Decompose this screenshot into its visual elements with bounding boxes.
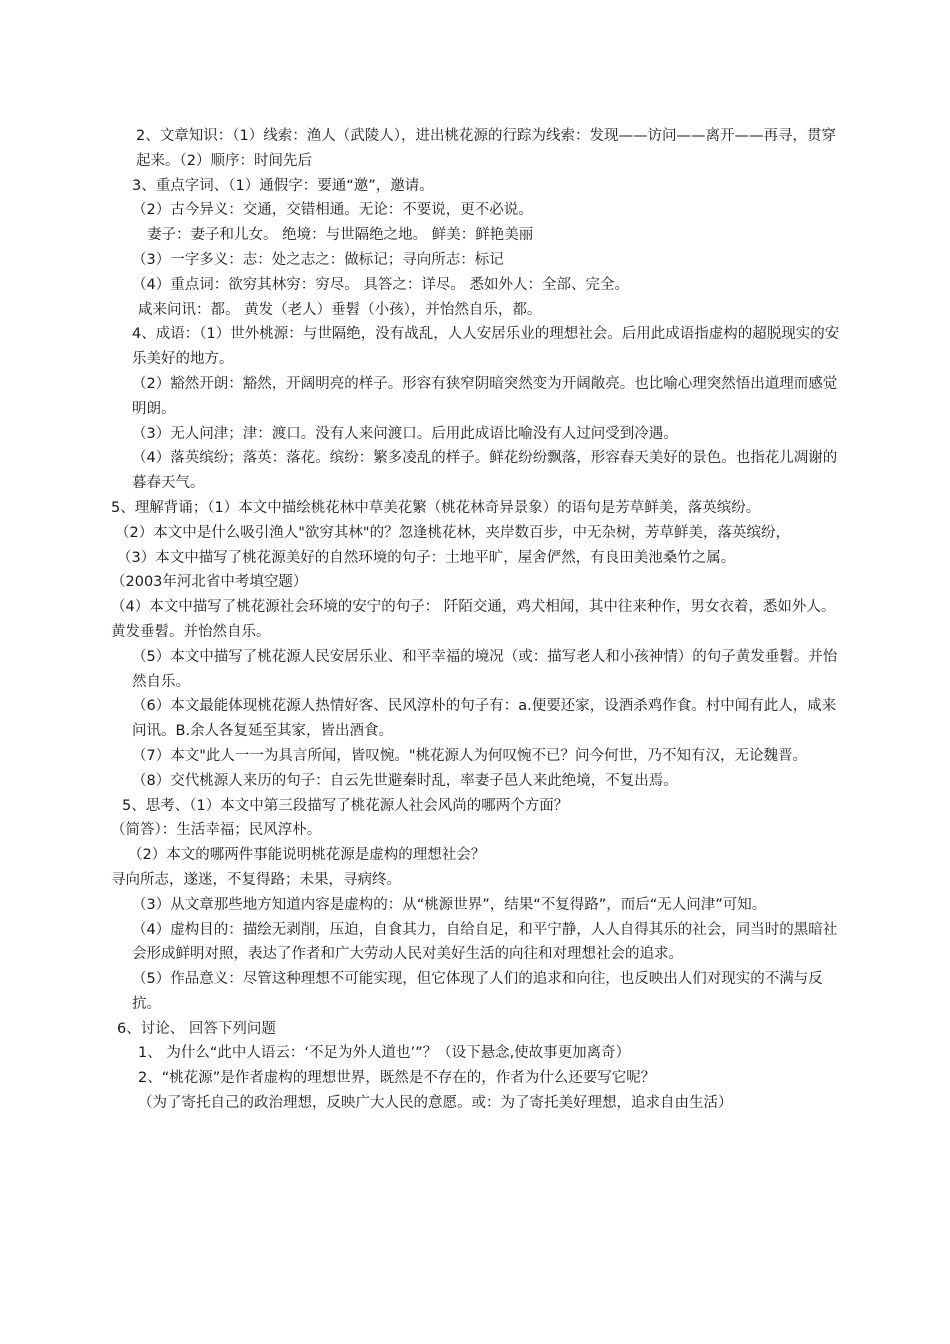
para-key-words: 3、重点字词、（1）通假字：要通“邀”，邀请。 xyxy=(132,177,434,194)
para-recite-4: （4）本文中描写了桃花源社会环境的安宁的句子： 阡陌交通，鸡犬相闻，其中往来种作，男女衣着，悉如外人。黄发垂髫。并怡然自乐。 xyxy=(111,599,836,640)
para-polysemy: （3）一字多义：志：处之志之：做标记；寻向所志：标记 xyxy=(132,251,504,268)
para-recite-5: （5）本文中描写了桃花源人民安居乐业、和平幸福的境况（或：描写老人和小孩神情）的句子黄发垂髫。并怡然自乐。 xyxy=(132,648,838,690)
para-think-3: （3）从文章那些地方知道内容是虚构的：从“桃源世界”，结果“不复得路”，而后“无人问津”可知。 xyxy=(132,896,767,913)
para-recite-7: （7）本文"此人一一为具言所闻，皆叹惋。"桃花源人为何叹惋不已？问今何世，乃不知有汉，无论魏晋。 xyxy=(132,747,808,764)
para-think-1-answer: （简答）：生活幸福；民风淳朴。 xyxy=(111,822,322,839)
para-idiom-shiwaitaoyuan: 4、成语：（1）世外桃源：与世隔绝，没有战乱，人人安居乐业的理想社会。后用此成语指虚构的超脱现实的安乐美好的地方。 xyxy=(132,326,840,368)
para-recite-8: （8）交代桃源人来历的句子：自云先世避秦时乱，率妻子邑人来此绝境，不复出焉。 xyxy=(132,772,678,789)
para-word-meanings: 妻子：妻子和儿女。 绝境：与世隔绝之地。 鲜美：鲜艳美丽 xyxy=(147,227,534,244)
para-discuss-2-answer: （为了寄托自己的政治理想，反映广大人民的意愿。或：为了寄托美好理想，追求自由生活） xyxy=(138,1095,733,1112)
para-recite-2: （2）本文中是什么吸引渔人"欲穷其林"的？忽逢桃花林，夹岸数百步，中无杂树，芳草鲜美，落英缤纷， xyxy=(115,524,791,541)
para-idiom-wurenwenjin: （3）无人问津；津：渡口。没有人来问渡口。后用此成语比喻没有人过问受到冷遇。 xyxy=(132,425,678,442)
para-recite-6: （6）本文最能体现桃花源人热情好客、民风淳朴的句子有：a.便要还家，设酒杀鸡作食。村中闻有此人，咸来问讯。B.余人各复延至其家，皆出酒食。 xyxy=(132,698,837,740)
para-idiom-luoying: （4）落英缤纷；落英：落花。缤纷：繁多凌乱的样子。鲜花纷纷飘落，形容春天美好的景色。也指花儿凋谢的暮春天气。 xyxy=(132,450,838,492)
para-think-2: （2）本文的哪两件事能说明桃花源是虚构的理想社会？ xyxy=(128,847,486,864)
para-key-terms: （4）重点词：欲穷其林穷：穷尽。 具答之：详尽。 悉如外人：全部、完全。 xyxy=(132,276,629,293)
para-idiom-huoran: （2）豁然开朗：豁然，开阔明亮的样子。形容有狭窄阴暗突然变为开阔敞亮。也比喻心理突然悟出道理而感觉明朗。 xyxy=(132,375,838,417)
para-think-4: （4）虚构目的：描绘无剥削，压迫，自食其力，自给自足，和平宁静，人人自得其乐的社会，同当时的黑暗社会形成鲜明对照，表达了作者和广大劳动人民对美好生活的向往和对理想社会的追求。 xyxy=(132,921,838,963)
para-discuss-heading: 6、讨论、 回答下列问题 xyxy=(117,1020,276,1037)
para-recite-3-note: （2003年河北省中考填空题） xyxy=(111,574,308,591)
para-recite-3: （3）本文中描写了桃花源美好的自然环境的句子：土地平旷，屋舍俨然，有良田美池桑竹之属。 xyxy=(117,549,736,566)
para-discuss-1: 1、 为什么“此中人语云：‘不足为外人道也’”？（设下悬念,使故事更加离奇） xyxy=(138,1045,631,1062)
para-think-5: （5）作品意义：尽管这种理想不可能实现，但它体现了人们的追求和向往，也反映出人们对现实的不满与反抗。 xyxy=(132,971,823,1012)
para-article-knowledge: 2、文章知识：（1）线索：渔人（武陵人），进出桃花源的行踪为线索：发现——访问——离开——再寻，贯穿起来。（2）顺序：时间先后 xyxy=(136,128,836,169)
para-think-2-answer: 寻向所志，遂迷，不复得路；未果，寻病终。 xyxy=(111,871,401,888)
para-think-1: 5、思考、（1）本文中第三段描写了桃花源人社会风尚的哪两个方面？ xyxy=(122,797,569,814)
para-discuss-2: 2、“桃花源”是作者虚构的理想世界，既然是不存在的，作者为什么还要写它呢？ xyxy=(138,1070,656,1087)
document-body xyxy=(111,124,846,1116)
para-ancient-modern-meaning: （2）古今异义：交通，交错相通。无论：不要说，更不必说。 xyxy=(132,202,533,219)
para-recite-1: 5、理解背诵；（1）本文中描绘桃花林中草美花繁（桃花林奇异景象）的语句是芳草鲜美，落英缤纷。 xyxy=(111,499,761,516)
para-key-terms-cont: 咸来问讯：都。 黄发（老人）垂髫（小孩），并怡然自乐，都。 xyxy=(138,301,542,318)
